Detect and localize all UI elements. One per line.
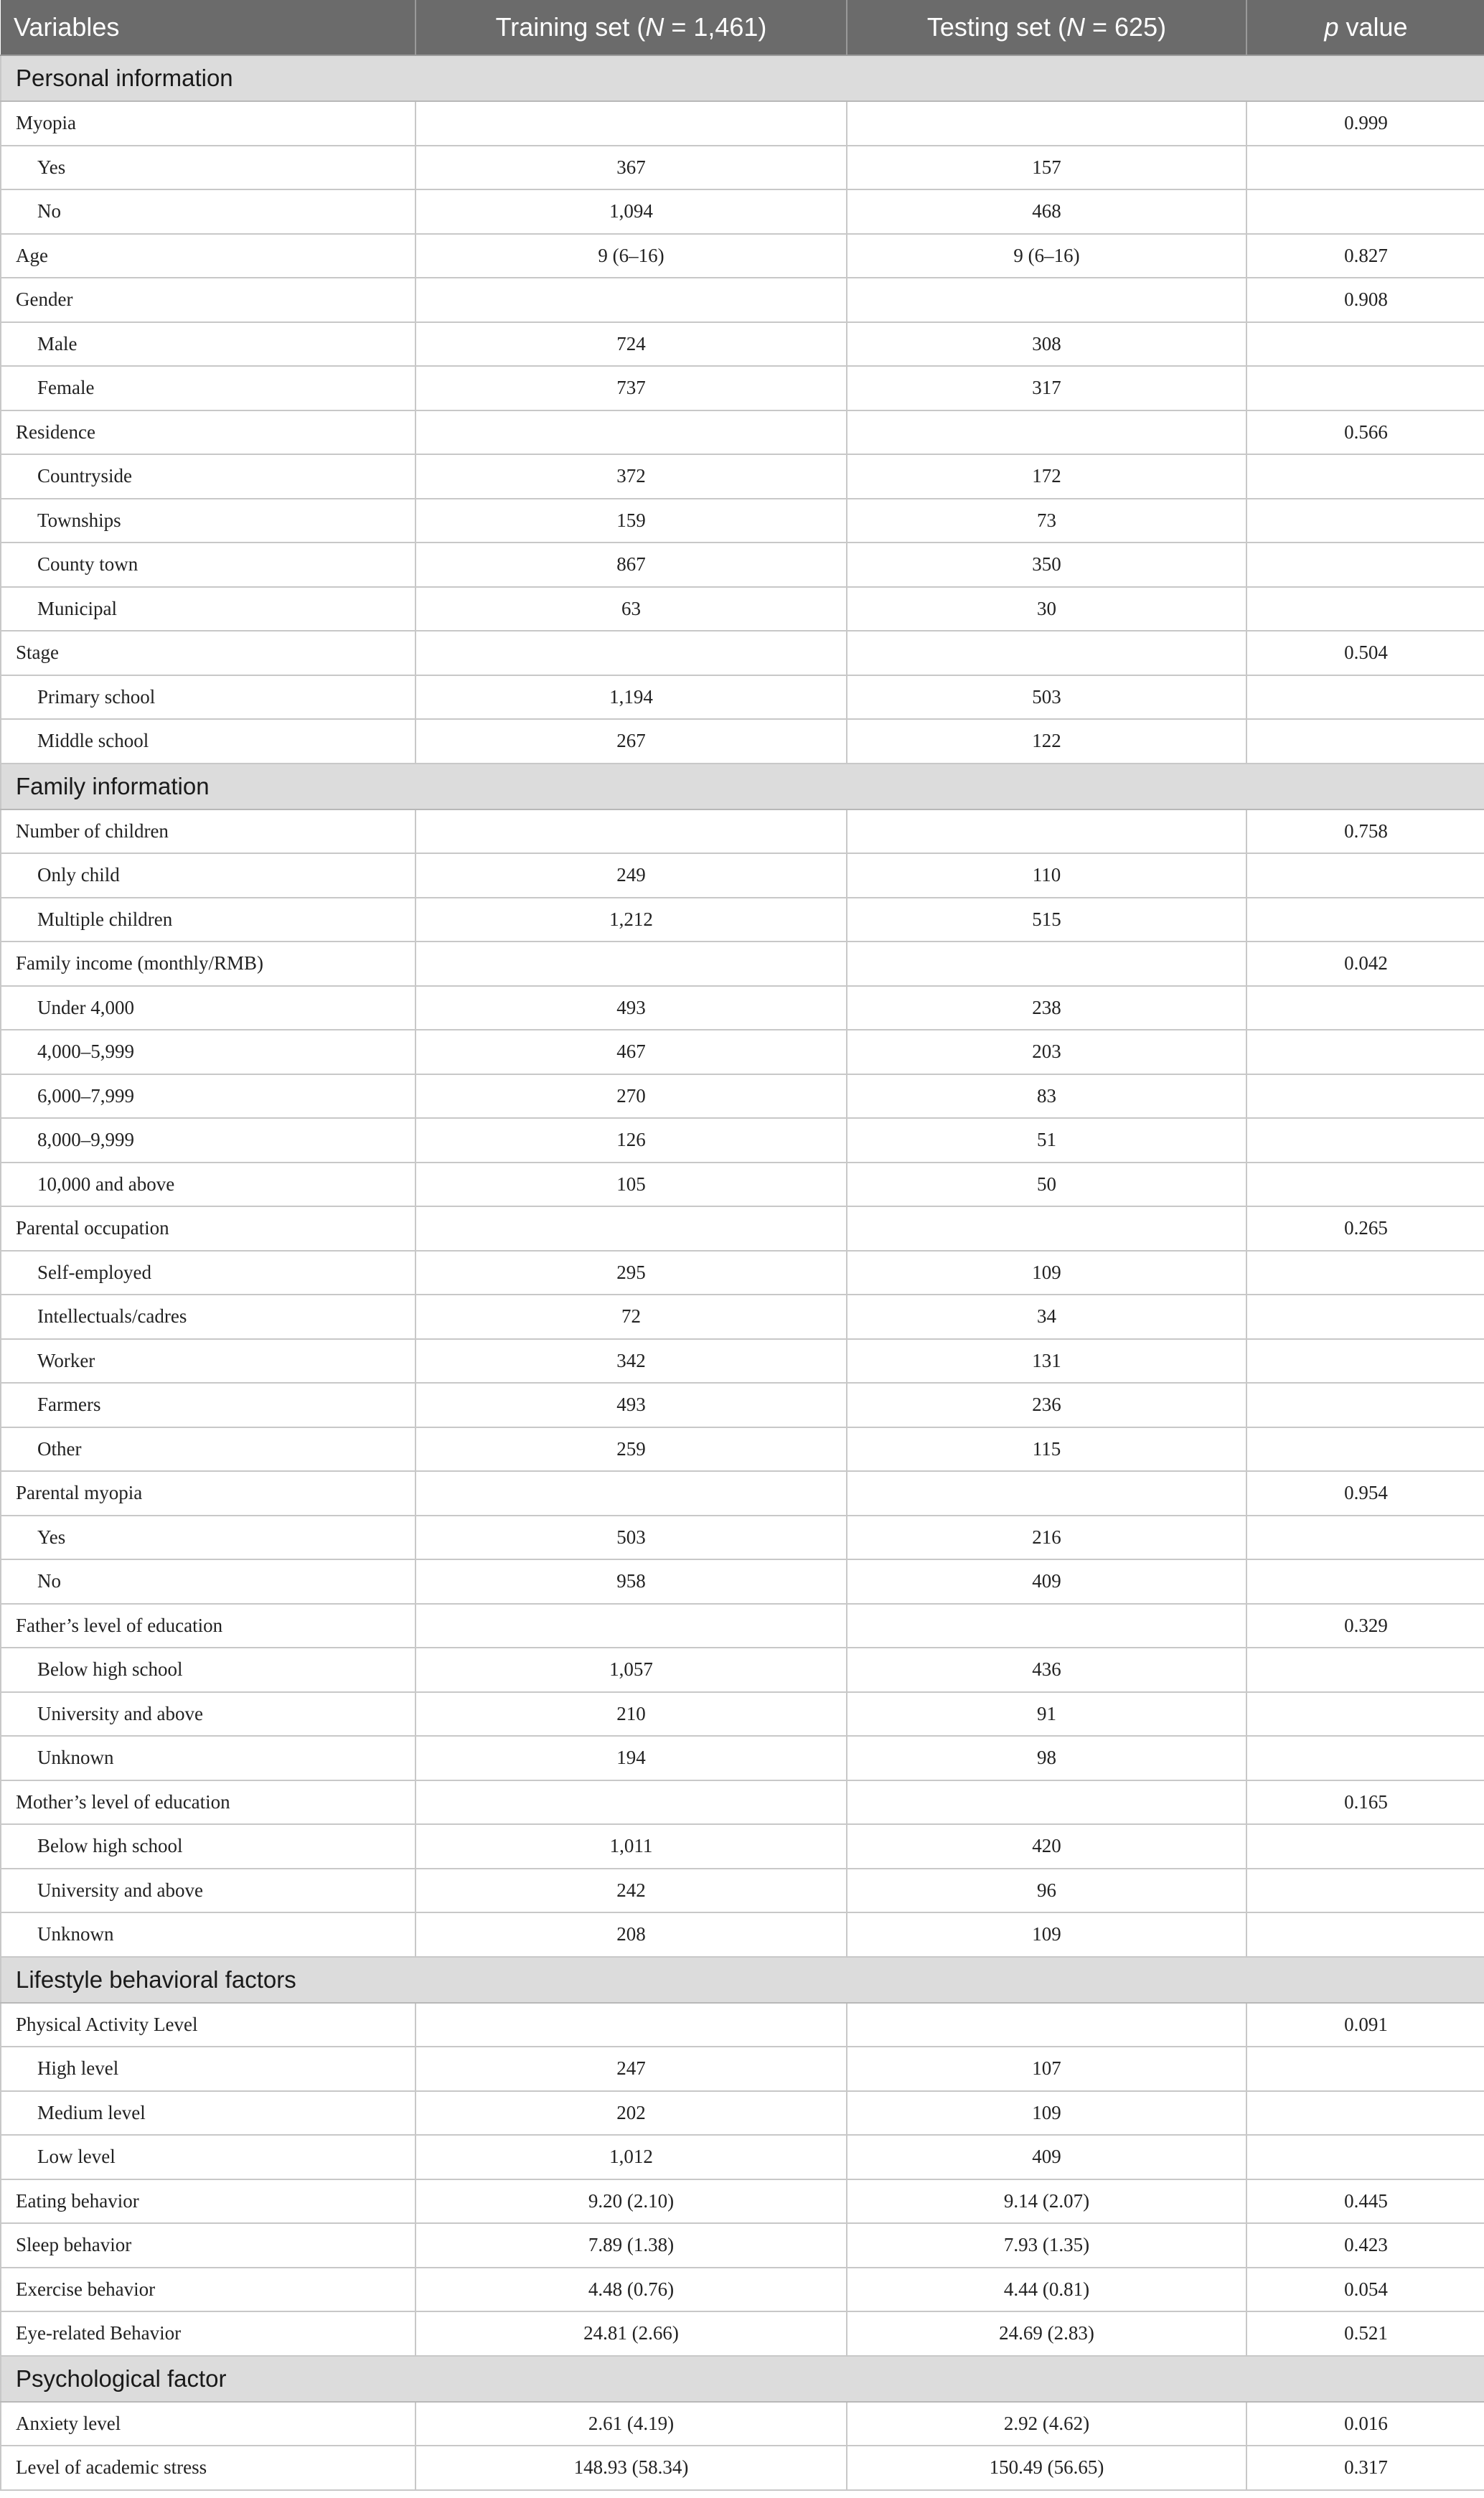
p-value-cell: 0.758 (1246, 809, 1484, 854)
training-value-cell: 63 (415, 587, 847, 631)
table-row (1, 2135, 1484, 2179)
testing-value-cell: 7.93 (1.35) (847, 2223, 1246, 2268)
training-value-cell: 9 (6–16) (415, 234, 847, 278)
row-label-cell: 6,000–7,999 (1, 1074, 415, 1119)
training-value-cell: 7.89 (1.38) (415, 2223, 847, 2268)
table-row (1, 1780, 1484, 1825)
row-label-cell: Medium level (1, 2091, 415, 2136)
testing-value-cell: 98 (847, 1736, 1246, 1780)
header-p-value: p value (1246, 0, 1484, 55)
table-row (1, 322, 1484, 367)
training-value-cell: 467 (415, 1030, 847, 1074)
table-row (1, 587, 1484, 631)
p-value-cell (1246, 454, 1484, 499)
row-label-cell: Under 4,000 (1, 986, 415, 1030)
testing-value-cell: 4.44 (0.81) (847, 2268, 1246, 2312)
table-row (1, 1692, 1484, 1737)
testing-value-cell: 216 (847, 1516, 1246, 1560)
table-row (1, 189, 1484, 234)
table-row (1, 2003, 1484, 2047)
training-value-cell: 159 (415, 499, 847, 543)
table-row (1, 1471, 1484, 1516)
row-label-cell: Stage (1, 631, 415, 675)
row-label-cell: Sleep behavior (1, 2223, 415, 2268)
testing-value-cell: 73 (847, 499, 1246, 543)
testing-value-cell: 51 (847, 1118, 1246, 1163)
training-value-cell: 493 (415, 1383, 847, 1427)
testing-value-cell (847, 631, 1246, 675)
table-row (1, 543, 1484, 587)
row-label-cell: Other (1, 1427, 415, 1472)
training-value-cell (415, 631, 847, 675)
testing-value-cell (847, 942, 1246, 986)
table-row (1, 1339, 1484, 1384)
row-label-cell: Parental myopia (1, 1471, 415, 1516)
row-label-cell: Parental occupation (1, 1206, 415, 1251)
table-row (1, 1604, 1484, 1648)
training-value-cell: 1,012 (415, 2135, 847, 2179)
testing-value-cell: 515 (847, 898, 1246, 942)
training-value-cell: 126 (415, 1118, 847, 1163)
testing-value-cell: 109 (847, 1912, 1246, 1957)
table-header (1, 0, 1484, 55)
p-value-cell (1246, 322, 1484, 367)
p-value-cell (1246, 1692, 1484, 1737)
row-label-cell: Anxiety level (1, 2402, 415, 2446)
table-row (1, 1251, 1484, 1295)
training-value-cell: 105 (415, 1163, 847, 1207)
section-title: Psychological factor (1, 2356, 1484, 2402)
row-label-cell: Level of academic stress (1, 2446, 415, 2490)
p-value-cell: 0.999 (1246, 101, 1484, 146)
training-value-cell: 295 (415, 1251, 847, 1295)
p-value-cell (1246, 1648, 1484, 1692)
training-value-cell (415, 1780, 847, 1825)
row-label-cell: Municipal (1, 587, 415, 631)
testing-value-cell: 308 (847, 322, 1246, 367)
testing-value-cell: 9 (6–16) (847, 234, 1246, 278)
row-label-cell: Only child (1, 853, 415, 898)
testing-value-cell: 503 (847, 675, 1246, 720)
training-value-cell: 148.93 (58.34) (415, 2446, 847, 2490)
p-value-cell (1246, 1869, 1484, 1913)
table-row (1, 1648, 1484, 1692)
p-value-cell (1246, 853, 1484, 898)
training-value-cell: 367 (415, 146, 847, 190)
table-row (1, 2091, 1484, 2136)
testing-value-cell: 157 (847, 146, 1246, 190)
section-header-row (1, 2356, 1484, 2402)
training-value-cell: 1,094 (415, 189, 847, 234)
training-value-cell: 1,057 (415, 1648, 847, 1692)
testing-value-cell: 468 (847, 189, 1246, 234)
training-value-cell: 210 (415, 1692, 847, 1737)
p-value-cell (1246, 189, 1484, 234)
p-value-cell: 0.054 (1246, 2268, 1484, 2312)
row-label-cell: Below high school (1, 1824, 415, 1869)
testing-value-cell (847, 1780, 1246, 1825)
p-value-cell (1246, 1824, 1484, 1869)
row-label-cell: Countryside (1, 454, 415, 499)
section-header-row (1, 764, 1484, 809)
p-value-cell: 0.317 (1246, 2446, 1484, 2490)
section-header-row (1, 1957, 1484, 2003)
training-value-cell (415, 1206, 847, 1251)
row-label-cell: Family income (monthly/RMB) (1, 942, 415, 986)
section-header-row (1, 55, 1484, 101)
header-training-set: Training set (N = 1,461) (415, 0, 847, 55)
testing-value-cell: 409 (847, 1559, 1246, 1604)
testing-value-cell: 436 (847, 1648, 1246, 1692)
header-variables: Variables (1, 0, 415, 55)
testing-value-cell: 9.14 (2.07) (847, 2179, 1246, 2224)
row-label-cell: Townships (1, 499, 415, 543)
testing-value-cell: 317 (847, 366, 1246, 410)
row-label-cell: Low level (1, 2135, 415, 2179)
testing-value-cell (847, 1206, 1246, 1251)
table-row (1, 1383, 1484, 1427)
table-row (1, 2446, 1484, 2490)
training-value-cell: 867 (415, 543, 847, 587)
row-label-cell: Gender (1, 278, 415, 322)
row-label-cell: Worker (1, 1339, 415, 1384)
testing-value-cell: 122 (847, 719, 1246, 764)
p-value-cell (1246, 719, 1484, 764)
testing-value-cell: 203 (847, 1030, 1246, 1074)
testing-value-cell: 107 (847, 2047, 1246, 2091)
table-row (1, 1912, 1484, 1957)
training-value-cell (415, 2003, 847, 2047)
p-value-cell: 0.954 (1246, 1471, 1484, 1516)
p-value-cell: 0.827 (1246, 234, 1484, 278)
table-row (1, 2268, 1484, 2312)
p-value-cell (1246, 1516, 1484, 1560)
table-row (1, 2047, 1484, 2091)
training-value-cell: 194 (415, 1736, 847, 1780)
table-row (1, 234, 1484, 278)
table-row (1, 853, 1484, 898)
row-label-cell: Physical Activity Level (1, 2003, 415, 2047)
row-label-cell: Middle school (1, 719, 415, 764)
testing-value-cell: 350 (847, 543, 1246, 587)
training-value-cell: 342 (415, 1339, 847, 1384)
testing-value-cell: 34 (847, 1295, 1246, 1339)
testing-value-cell: 109 (847, 2091, 1246, 2136)
row-label-cell: Exercise behavior (1, 2268, 415, 2312)
row-label-cell: Farmers (1, 1383, 415, 1427)
testing-value-cell (847, 410, 1246, 455)
testing-value-cell: 2.92 (4.62) (847, 2402, 1246, 2446)
testing-value-cell: 30 (847, 587, 1246, 631)
training-value-cell: 202 (415, 2091, 847, 2136)
row-label-cell: Intellectuals/cadres (1, 1295, 415, 1339)
testing-value-cell: 172 (847, 454, 1246, 499)
p-value-cell (1246, 1030, 1484, 1074)
table-row (1, 1074, 1484, 1119)
header-testing-set: Testing set (N = 625) (847, 0, 1246, 55)
table-row (1, 499, 1484, 543)
table-row (1, 809, 1484, 854)
table-row (1, 1516, 1484, 1560)
p-value-cell (1246, 1383, 1484, 1427)
row-label-cell: Below high school (1, 1648, 415, 1692)
p-value-cell: 0.265 (1246, 1206, 1484, 1251)
training-value-cell (415, 278, 847, 322)
training-value-cell (415, 1604, 847, 1648)
table-row (1, 278, 1484, 322)
table-row (1, 986, 1484, 1030)
table-row (1, 2223, 1484, 2268)
table-row (1, 454, 1484, 499)
p-value-cell: 0.521 (1246, 2311, 1484, 2356)
testing-value-cell: 409 (847, 2135, 1246, 2179)
table-row (1, 1736, 1484, 1780)
table-row (1, 101, 1484, 146)
testing-value-cell: 131 (847, 1339, 1246, 1384)
row-label-cell: Number of children (1, 809, 415, 854)
p-value-cell (1246, 986, 1484, 1030)
p-value-cell (1246, 587, 1484, 631)
row-label-cell: Male (1, 322, 415, 367)
p-value-cell (1246, 898, 1484, 942)
training-value-cell: 372 (415, 454, 847, 499)
row-label-cell: Primary school (1, 675, 415, 720)
table-row (1, 1118, 1484, 1163)
p-value-cell (1246, 2091, 1484, 2136)
p-value-cell: 0.091 (1246, 2003, 1484, 2047)
table-row (1, 942, 1484, 986)
training-value-cell: 249 (415, 853, 847, 898)
row-label-cell: 4,000–5,999 (1, 1030, 415, 1074)
p-value-cell: 0.423 (1246, 2223, 1484, 2268)
table-row (1, 1824, 1484, 1869)
testing-value-cell: 115 (847, 1427, 1246, 1472)
table-row (1, 1206, 1484, 1251)
p-value-cell (1246, 366, 1484, 410)
training-value-cell: 247 (415, 2047, 847, 2091)
training-value-cell: 242 (415, 1869, 847, 1913)
p-value-cell: 0.445 (1246, 2179, 1484, 2224)
row-label-cell: County town (1, 543, 415, 587)
table-row (1, 146, 1484, 190)
row-label-cell: University and above (1, 1692, 415, 1737)
p-value-cell (1246, 1163, 1484, 1207)
p-value-cell (1246, 146, 1484, 190)
table-row (1, 410, 1484, 455)
training-value-cell: 493 (415, 986, 847, 1030)
testing-value-cell (847, 2003, 1246, 2047)
p-value-cell (1246, 1427, 1484, 1472)
header-row (1, 0, 1484, 55)
table-row (1, 675, 1484, 720)
training-value-cell: 270 (415, 1074, 847, 1119)
testing-value-cell (847, 101, 1246, 146)
section-title: Lifestyle behavioral factors (1, 1957, 1484, 2003)
table-row (1, 2311, 1484, 2356)
p-value-cell (1246, 1912, 1484, 1957)
testing-value-cell: 83 (847, 1074, 1246, 1119)
testing-value-cell (847, 1471, 1246, 1516)
training-value-cell: 958 (415, 1559, 847, 1604)
p-value-cell (1246, 543, 1484, 587)
row-label-cell: No (1, 189, 415, 234)
p-value-cell (1246, 2135, 1484, 2179)
p-value-cell (1246, 1559, 1484, 1604)
testing-value-cell: 50 (847, 1163, 1246, 1207)
training-value-cell: 267 (415, 719, 847, 764)
p-value-cell: 0.042 (1246, 942, 1484, 986)
p-value-cell (1246, 2047, 1484, 2091)
testing-value-cell (847, 278, 1246, 322)
p-value-cell (1246, 1339, 1484, 1384)
p-value-cell (1246, 1251, 1484, 1295)
p-value-cell: 0.016 (1246, 2402, 1484, 2446)
table-row (1, 631, 1484, 675)
row-label-cell: Unknown (1, 1912, 415, 1957)
p-value-cell (1246, 1736, 1484, 1780)
table-row (1, 1030, 1484, 1074)
testing-value-cell: 91 (847, 1692, 1246, 1737)
testing-value-cell: 24.69 (2.83) (847, 2311, 1246, 2356)
row-label-cell: Self-employed (1, 1251, 415, 1295)
testing-value-cell (847, 809, 1246, 854)
table-row (1, 1559, 1484, 1604)
testing-value-cell: 420 (847, 1824, 1246, 1869)
row-label-cell: Multiple children (1, 898, 415, 942)
training-value-cell: 208 (415, 1912, 847, 1957)
row-label-cell: 8,000–9,999 (1, 1118, 415, 1163)
training-value-cell (415, 410, 847, 455)
table-row (1, 898, 1484, 942)
training-value-cell: 2.61 (4.19) (415, 2402, 847, 2446)
training-value-cell: 4.48 (0.76) (415, 2268, 847, 2312)
table-row (1, 366, 1484, 410)
row-label-cell: Female (1, 366, 415, 410)
row-label-cell: High level (1, 2047, 415, 2091)
p-value-cell: 0.908 (1246, 278, 1484, 322)
training-value-cell (415, 101, 847, 146)
training-value-cell: 259 (415, 1427, 847, 1472)
table-body (1, 55, 1484, 2490)
table-row (1, 719, 1484, 764)
testing-value-cell: 96 (847, 1869, 1246, 1913)
p-value-cell (1246, 1074, 1484, 1119)
row-label-cell: Yes (1, 1516, 415, 1560)
row-label-cell: University and above (1, 1869, 415, 1913)
testing-value-cell (847, 1604, 1246, 1648)
p-value-cell (1246, 499, 1484, 543)
table-row (1, 1869, 1484, 1913)
p-value-cell: 0.504 (1246, 631, 1484, 675)
p-value-cell (1246, 675, 1484, 720)
training-value-cell (415, 1471, 847, 1516)
training-value-cell: 737 (415, 366, 847, 410)
row-label-cell: 10,000 and above (1, 1163, 415, 1207)
table-row (1, 1427, 1484, 1472)
testing-value-cell: 236 (847, 1383, 1246, 1427)
training-value-cell (415, 942, 847, 986)
row-label-cell: Eye-related Behavior (1, 2311, 415, 2356)
testing-value-cell: 238 (847, 986, 1246, 1030)
row-label-cell: Father’s level of education (1, 1604, 415, 1648)
p-value-cell (1246, 1295, 1484, 1339)
row-label-cell: No (1, 1559, 415, 1604)
p-value-cell: 0.165 (1246, 1780, 1484, 1825)
training-value-cell: 1,011 (415, 1824, 847, 1869)
training-value-cell: 24.81 (2.66) (415, 2311, 847, 2356)
training-value-cell: 1,194 (415, 675, 847, 720)
training-value-cell: 503 (415, 1516, 847, 1560)
row-label-cell: Yes (1, 146, 415, 190)
table-row (1, 2402, 1484, 2446)
row-label-cell: Mother’s level of education (1, 1780, 415, 1825)
testing-value-cell: 150.49 (56.65) (847, 2446, 1246, 2490)
row-label-cell: Myopia (1, 101, 415, 146)
section-title: Family information (1, 764, 1484, 809)
section-title: Personal information (1, 55, 1484, 101)
p-value-cell: 0.566 (1246, 410, 1484, 455)
training-value-cell: 72 (415, 1295, 847, 1339)
row-label-cell: Age (1, 234, 415, 278)
row-label-cell: Residence (1, 410, 415, 455)
training-value-cell: 1,212 (415, 898, 847, 942)
table-row (1, 2179, 1484, 2224)
table-row (1, 1163, 1484, 1207)
p-value-cell (1246, 1118, 1484, 1163)
training-value-cell (415, 809, 847, 854)
row-label-cell: Unknown (1, 1736, 415, 1780)
testing-value-cell: 110 (847, 853, 1246, 898)
p-value-cell: 0.329 (1246, 1604, 1484, 1648)
training-value-cell: 9.20 (2.10) (415, 2179, 847, 2224)
table-row (1, 1295, 1484, 1339)
training-value-cell: 724 (415, 322, 847, 367)
row-label-cell: Eating behavior (1, 2179, 415, 2224)
testing-value-cell: 109 (847, 1251, 1246, 1295)
